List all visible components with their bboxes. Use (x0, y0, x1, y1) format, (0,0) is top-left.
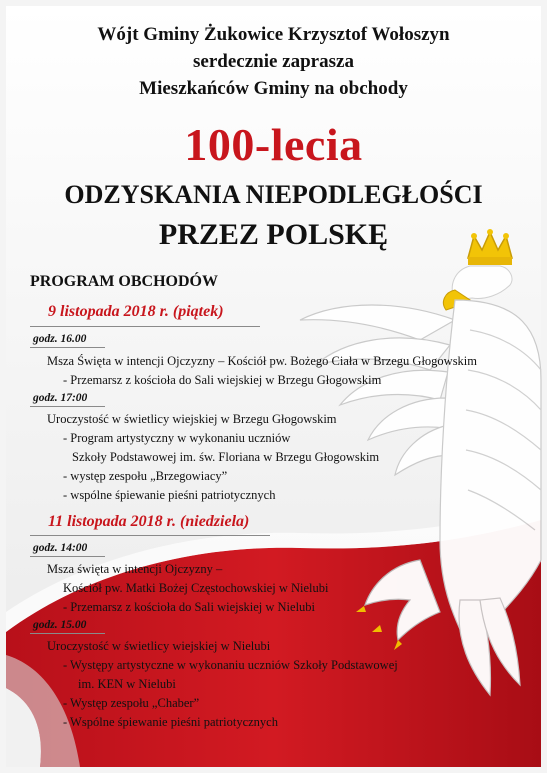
day2-date: 11 listopada 2018 r. (niedziela) (48, 513, 250, 530)
day2-slot1-item-2: Kościół pw. Matki Bożej Częstochowskiej w Nielubi (63, 581, 329, 595)
program-heading: PROGRAM OBCHODÓW (30, 273, 218, 290)
title-sub-1: ODZYSKANIA NIEPODLEGŁOŚCI (64, 180, 483, 209)
day2-slot2-hour: godz. 15.00 (33, 619, 87, 631)
day1-slot2-item-1: Uroczystość w świetlicy wiejskiej w Brzegu Głogowskim (47, 412, 337, 426)
header-line-1: Wójt Gminy Żukowice Krzysztof Wołoszyn (97, 24, 450, 45)
day2-slot1-hour: godz. 14:00 (33, 542, 88, 554)
day1-date: 9 listopada 2018 r. (piątek) (48, 303, 224, 320)
title-main: 100-lecia (184, 119, 363, 170)
day1-slot1-item-1: Msza Święta w intencji Ojczyzny – Kościół pw. Bożego Ciała w Brzegu Głogowskim (47, 354, 478, 368)
header-line-3: Mieszkańców Gminy na obchody (139, 78, 408, 99)
day1-slot1-hour: godz. 16.00 (33, 333, 87, 345)
day1-slot2-item-5: - wspólne śpiewanie pieśni patriotycznych (63, 488, 276, 502)
divider (30, 406, 105, 407)
day1-slot2-item-3: Szkoły Podstawowej im. św. Floriana w Brzegu Głogowskim (72, 450, 380, 464)
day2-slot1-item-3: - Przemarsz z kościoła do Sali wiejskiej w Nielubi (63, 600, 316, 614)
day1-slot1-item-2: - Przemarsz z kościoła do Sali wiejskiej w Brzegu Głogowskim (63, 373, 382, 387)
divider (30, 633, 105, 634)
header-line-2: serdecznie zaprasza (193, 51, 354, 72)
day1-slot2-item-4: - występ zespołu „Brzegowiacy” (63, 469, 228, 483)
divider (30, 347, 105, 348)
day2-slot2-item-1: Uroczystość w świetlicy wiejskiej w Nielubi (47, 639, 271, 653)
day2-slot1-item-1: Msza święta w intencji Ojczyzny – (47, 562, 223, 576)
divider (30, 326, 260, 327)
day2-slot2-item-3: im. KEN w Nielubi (78, 677, 176, 691)
title-sub-2: PRZEZ POLSKĘ (158, 218, 389, 251)
divider (30, 556, 105, 557)
day2-slot2-item-4: - Występ zespołu „Chaber” (63, 696, 200, 710)
day2-slot2-item-2: - Występy artystyczne w wykonaniu uczniów Szkoły Podstawowej (63, 658, 398, 672)
day1-slot2-hour: godz. 17:00 (33, 392, 88, 404)
day2-slot2-item-5: - Wspólne śpiewanie pieśni patriotycznych (63, 715, 278, 729)
divider (30, 535, 270, 536)
day1-slot2-item-2: - Program artystyczny w wykonaniu uczniów (63, 431, 291, 445)
